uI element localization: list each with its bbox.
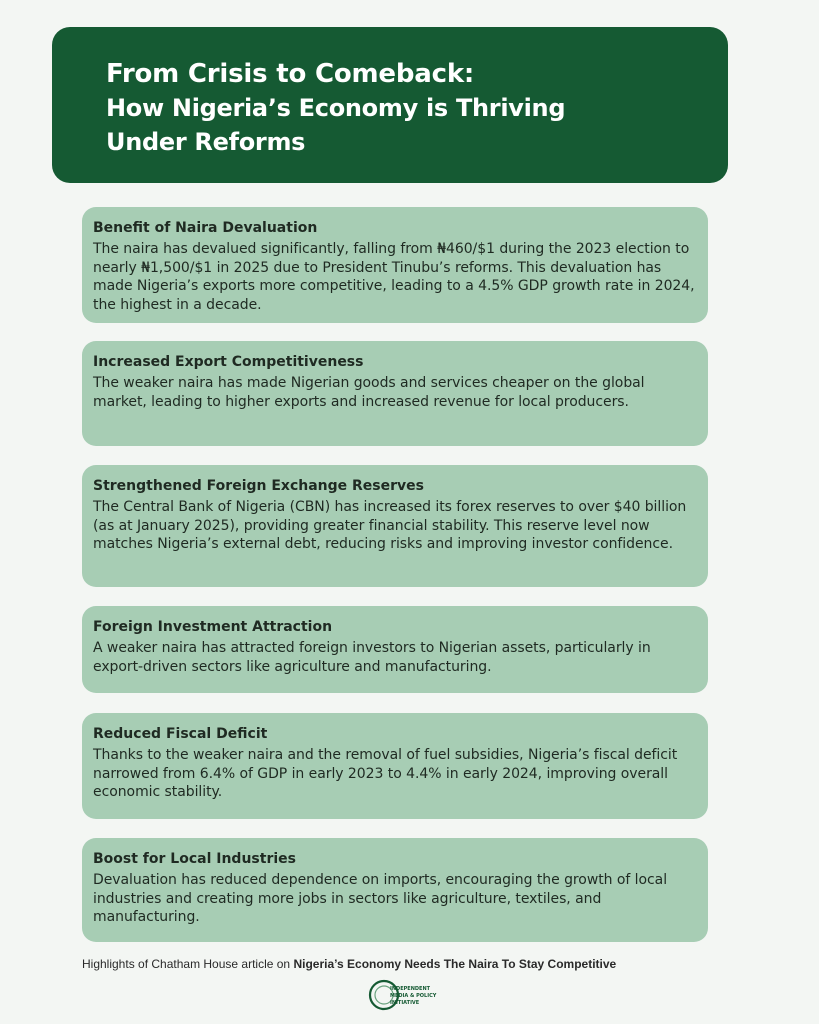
card-naira-devaluation [82,207,708,323]
card-local-industries [82,838,708,942]
card-foreign-investment [82,606,708,693]
card-export-competitiveness [82,341,708,446]
page-title-line-2: How Nigeria’s Economy is Thriving [106,94,566,122]
card-fiscal-deficit [82,713,708,819]
logo-text-3: INITIATIVE [390,1000,420,1006]
card-body: The Central Bank of Nigeria (CBN) has increased its forex reserves to over $40 billion (as at January 2025), providing greater financial stability. This reserve level now matches Nigeria’s external debt, reducing risks and improving investor confidence. [93,499,687,552]
card-title: Reduced Fiscal Deficit [93,726,268,742]
logo-text-1: INDEPENDENT [390,986,431,992]
page-title-line-3: Under Reforms [106,128,306,156]
imp-logo [368,978,448,1012]
page-title-line-1: From Crisis to Comeback: [106,59,475,89]
card-body: The naira has devalued significantly, falling from ₦460/$1 during the 2023 election to nearly ₦1,500/$1 in 2025 due to President Tinubu’s reforms. This devaluation has made Nigeria’s exports more competitive, leading to a 4.5% GDP growth rate in 2024, the highest in a decade. [93,241,695,313]
card-body: A weaker naira has attracted foreign investors to Nigerian assets, particularly in export-driven sectors like agriculture and manufacturing. [93,640,651,675]
card-body: Devaluation has reduced dependence on imports, encouraging the growth of local industries and creating more jobs in sectors like agriculture, textiles, and manufacturing. [93,872,668,925]
card-body: The weaker naira has made Nigerian goods and services cheaper on the global market, leading to higher exports and increased revenue for local producers. [93,375,645,410]
logo-text-2: MEDIA & POLICY [390,993,437,999]
card-title: Foreign Investment Attraction [93,619,333,635]
card-body: Thanks to the weaker naira and the removal of fuel subsidies, Nigeria’s fiscal deficit narrowed from 6.4% of GDP in early 2023 to 4.4% in early 2024, improving overall economic stability. [93,747,678,800]
card-title: Strengthened Foreign Exchange Reserves [93,478,424,494]
source-prefix: Highlights of Chatham House article on [82,957,294,971]
card-title: Boost for Local Industries [93,851,296,867]
card-title: Benefit of Naira Devaluation [93,220,318,236]
card-forex-reserves [82,465,708,587]
source-article-title: Nigeria’s Economy Needs The Naira To Stay Competitive [293,957,617,971]
card-title: Increased Export Competitiveness [93,354,364,370]
source-note [82,957,742,971]
header-banner [52,27,728,183]
